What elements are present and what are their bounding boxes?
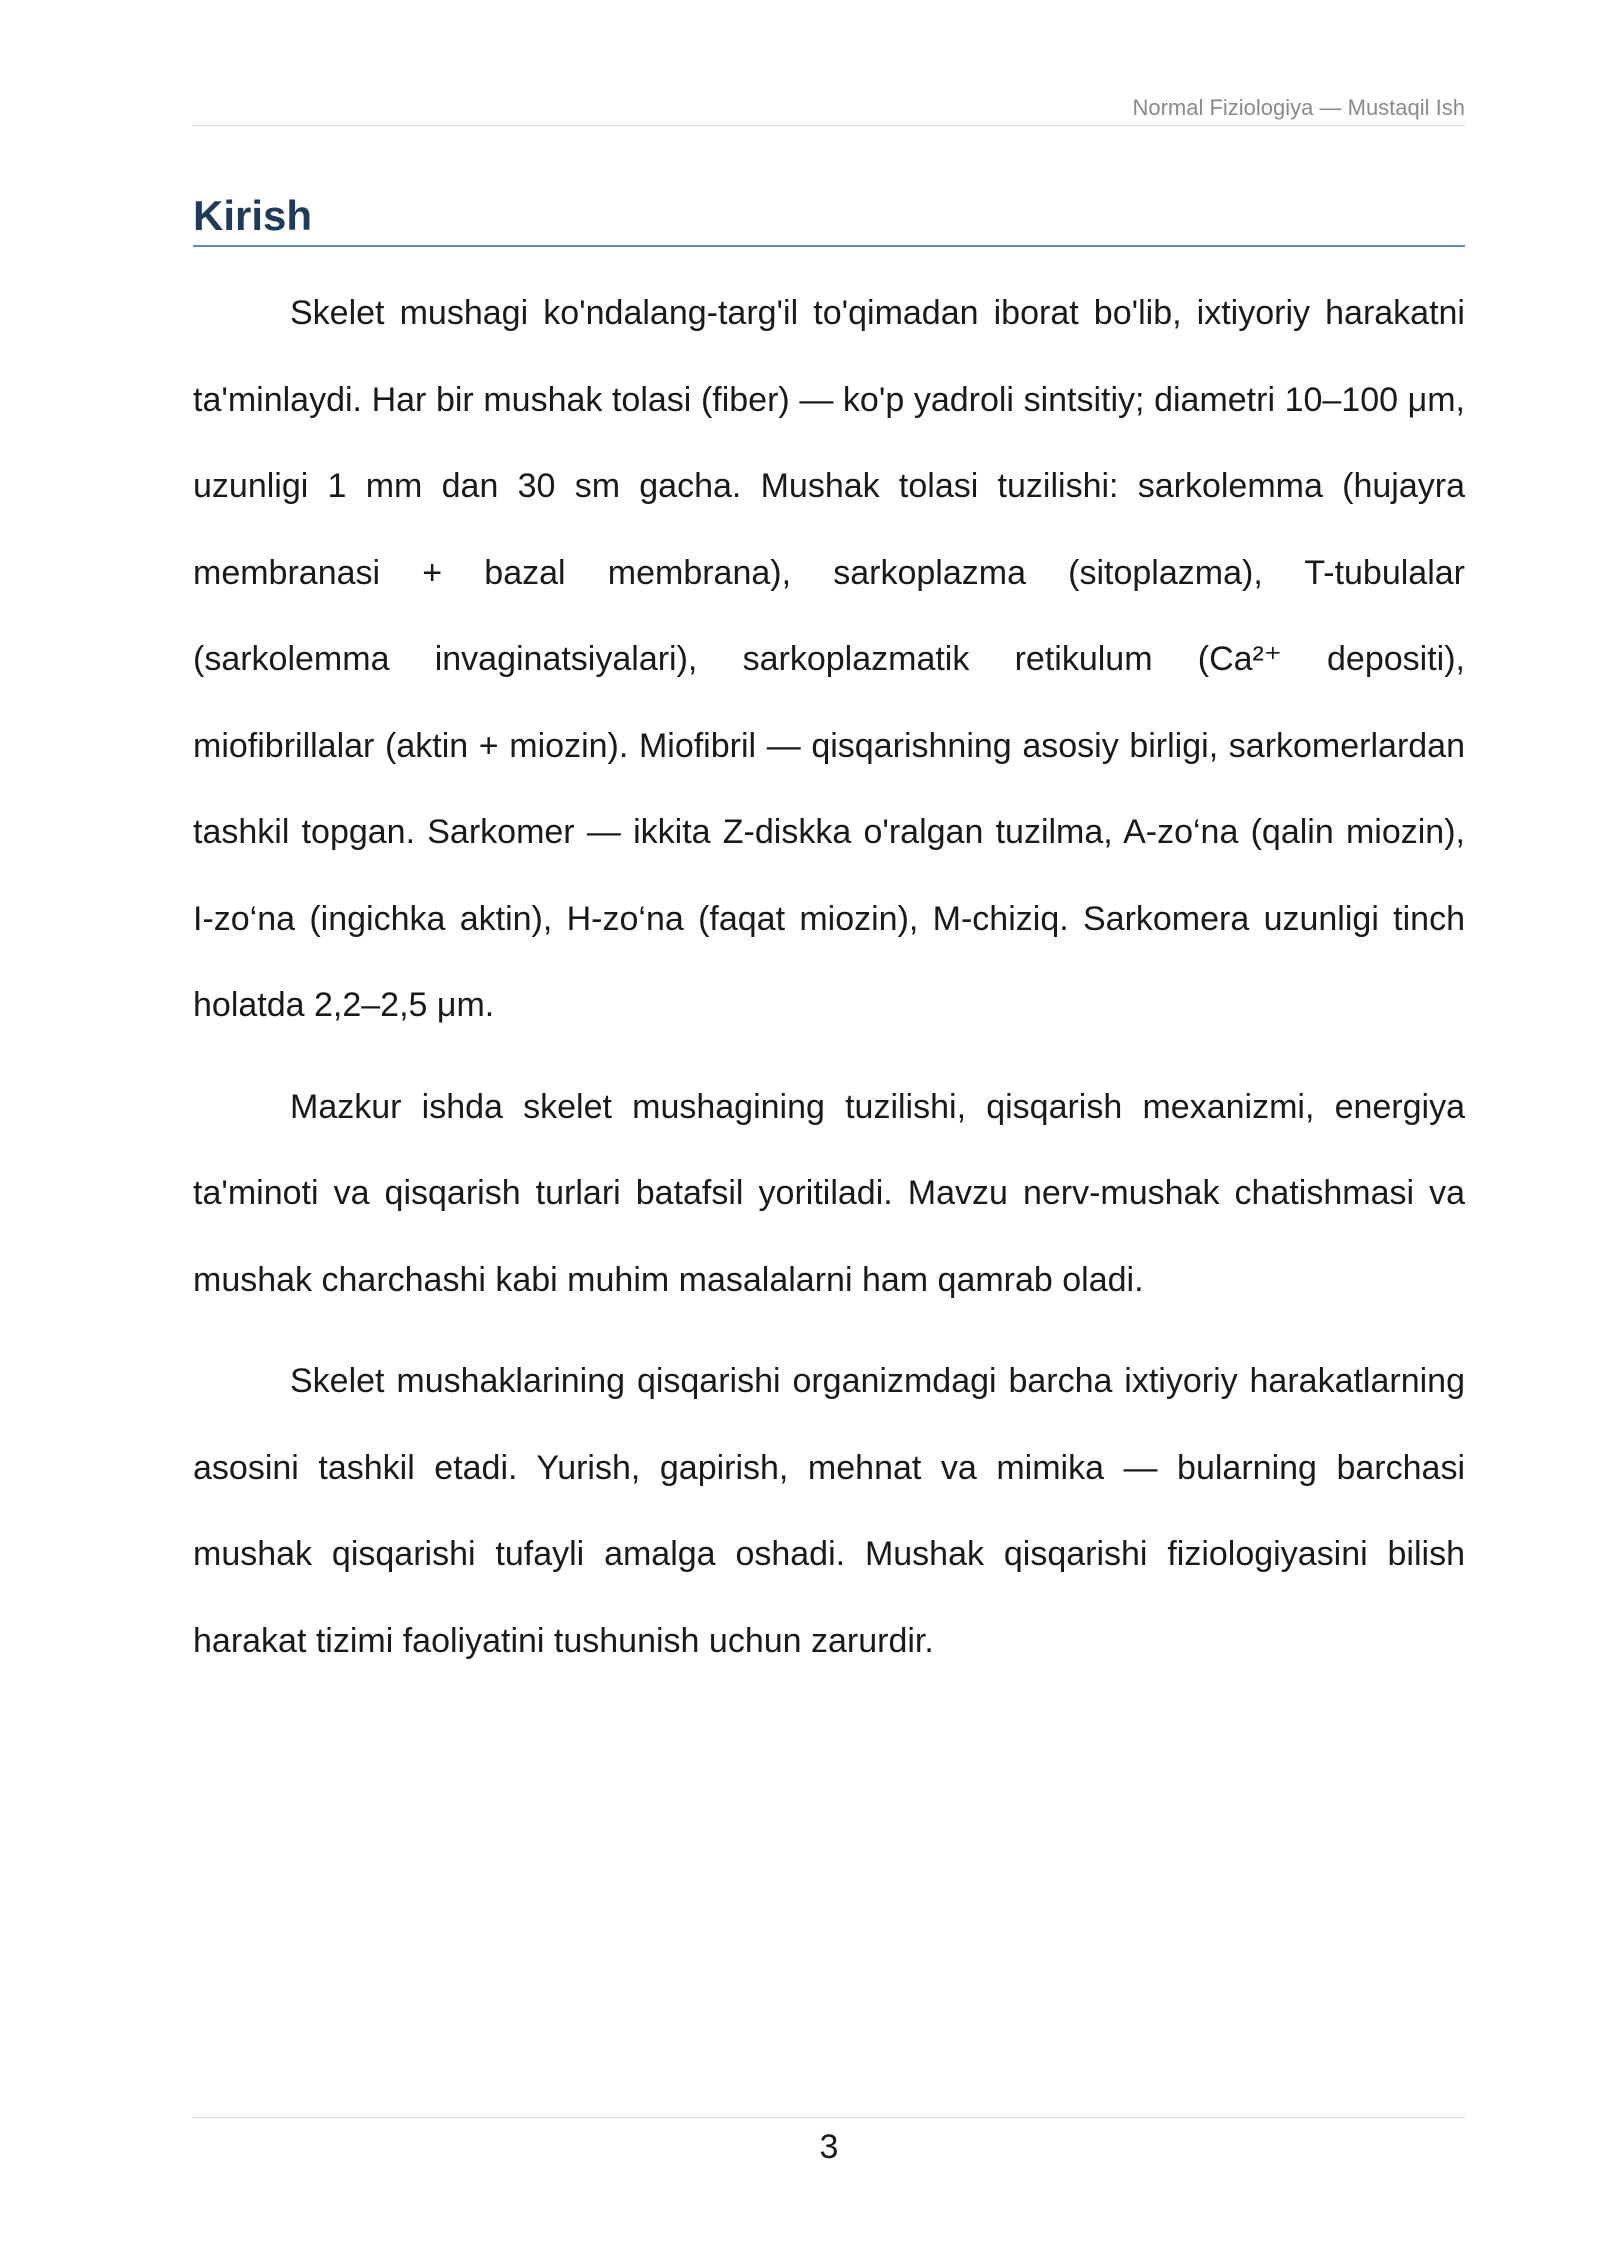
running-header: Normal Fiziologiya — Mustaqil Ish: [1132, 95, 1465, 120]
heading-underline: [193, 245, 1465, 247]
section-heading: Kirish: [193, 192, 313, 239]
body-text: [193, 270, 1465, 1699]
paragraph: Skelet mushagi ko'ndalang-targ'il to'qimadan iborat bo'lib, ixtiyoriy harakatni ta'minlaydi. Har bir mushak tolasi (fiber) — ko'p yadroli sintsitiy; diametri 10–100 μm, uzunligi 1 mm dan 30 sm gacha. Mushak tolasi tuzilishi: sarkolemma (hujayra membranasi + bazal membrana), sarkoplazma (sitoplazma), T-tubulalar (sarkolemma invaginatsiyalari), sarkoplazmatik retikulum (Ca²⁺ depositi), miofibrillalar (aktin + miozin). Miofibril — qisqarishning asosiy birligi, sarkomerlardan tashkil topgan. Sarkomer — ikkita Z-diskka o'ralgan tuzilma, A-zo‘na (qalin miozin), I-zo‘na (ingichka aktin), H-zo‘na (faqat miozin), M-chiziq. Sarkomera uzunligi tinch holatda 2,2–2,5 μm.: [193, 294, 1465, 1024]
page-number: 3: [819, 2128, 839, 2166]
footer-divider: [193, 2117, 1465, 2118]
paragraph: Mazkur ishda skelet mushagining tuzilishi, qisqarish mexanizmi, energiya ta'minoti va qisqarish turlari batafsil yoritiladi. Mavzu nerv-mushak chatishmasi va mushak charchashi kabi muhim masalalarni ham qamrab oladi.: [193, 1087, 1465, 1299]
header-divider: [193, 125, 1465, 126]
paragraph: Skelet mushaklarining qisqarishi organizmdagi barcha ixtiyoriy harakatlarning asosini tashkil etadi. Yurish, gapirish, mehnat va mimika — bularning barchasi mushak qisqarishi tufayli amalga oshadi. Mushak qisqarishi fiziologiyasini bilish harakat tizimi faoliyatini tushunish uchun zarurdir.: [193, 1362, 1465, 1660]
